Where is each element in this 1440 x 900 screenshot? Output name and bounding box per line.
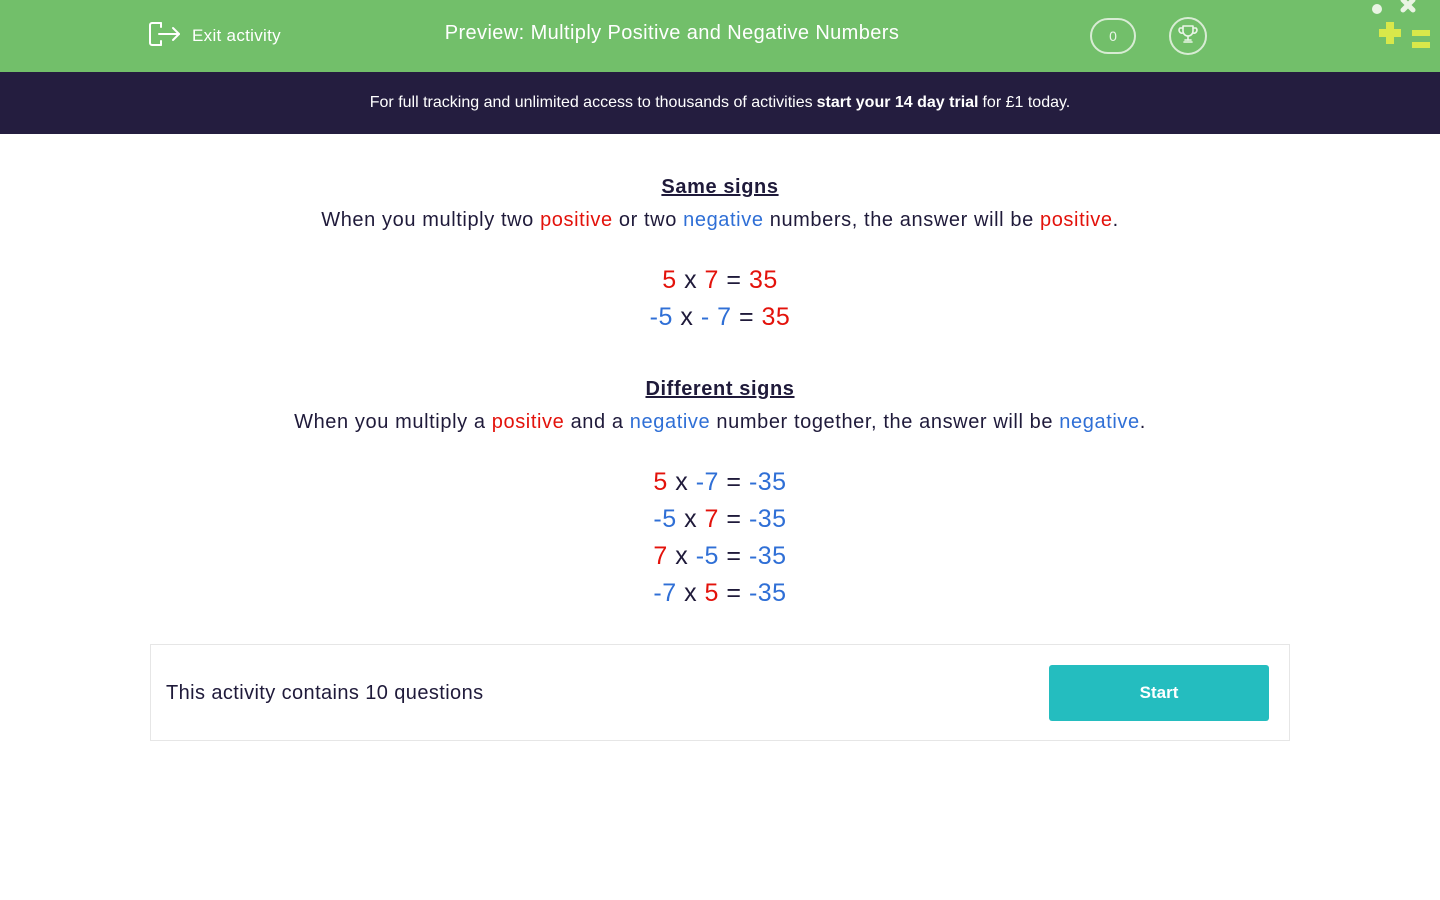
equation-result: 35 bbox=[761, 303, 791, 331]
positive-word: positive bbox=[1039, 209, 1113, 231]
equation-operand: 5 bbox=[653, 468, 668, 496]
equation-result: -35 bbox=[748, 505, 787, 533]
different-signs-equations bbox=[0, 464, 1440, 612]
equation-operand: -5 bbox=[653, 505, 677, 533]
equation-result: -35 bbox=[748, 468, 787, 496]
equation-result: -35 bbox=[748, 542, 787, 570]
equation-equals: = bbox=[738, 303, 755, 331]
negative-word: negative bbox=[1059, 411, 1140, 433]
top-bar bbox=[0, 0, 1440, 72]
equation-row bbox=[0, 299, 1440, 336]
same-signs-section bbox=[0, 176, 1440, 336]
equation-operand: 7 bbox=[653, 542, 668, 570]
start-button[interactable]: Start bbox=[1049, 665, 1269, 721]
promo-text-after: for £1 today. bbox=[982, 94, 1071, 111]
different-signs-heading: Different signs bbox=[645, 378, 795, 400]
trophy-button[interactable] bbox=[1169, 17, 1207, 55]
exit-activity-label: Exit activity bbox=[192, 26, 281, 45]
promo-text-before: For full tracking and unlimited access to thousands of activities bbox=[369, 94, 813, 111]
rule-text: When you multiply a bbox=[294, 411, 486, 433]
exit-icon bbox=[148, 19, 182, 54]
different-signs-rule bbox=[0, 411, 1440, 434]
equation-operand: -5 bbox=[695, 542, 719, 570]
equation-equals: = bbox=[726, 505, 742, 533]
page-title: Preview: Multiply Positive and Negative Numbers bbox=[444, 22, 900, 44]
trophy-icon bbox=[1176, 22, 1200, 51]
rule-period: . bbox=[1112, 209, 1119, 231]
negative-word: negative bbox=[683, 209, 764, 231]
same-signs-heading: Same signs bbox=[661, 176, 779, 198]
equation-row bbox=[0, 262, 1440, 299]
score-badge: 0 bbox=[1090, 18, 1136, 54]
rule-text: numbers, the answer will be bbox=[769, 209, 1034, 231]
equation-operator: x bbox=[680, 303, 694, 331]
equation-operand: -7 bbox=[695, 468, 719, 496]
trial-promo-banner bbox=[0, 72, 1440, 134]
question-count-text: This activity contains 10 questions bbox=[166, 682, 484, 704]
equation-operand: 7 bbox=[704, 266, 719, 294]
equation-operand: 5 bbox=[704, 579, 719, 607]
exit-activity-button[interactable] bbox=[148, 20, 281, 52]
equation-equals: = bbox=[726, 468, 742, 496]
rule-text: and a bbox=[570, 411, 624, 433]
equation-row bbox=[0, 538, 1440, 575]
equation-operator: x bbox=[684, 579, 698, 607]
equation-operator: x bbox=[684, 505, 698, 533]
lesson-content bbox=[0, 176, 1440, 612]
equation-equals: = bbox=[726, 542, 742, 570]
equation-operand: 5 bbox=[662, 266, 677, 294]
rule-text: or two bbox=[618, 209, 677, 231]
equation-operand: - 7 bbox=[700, 303, 732, 331]
positive-word: positive bbox=[540, 209, 613, 231]
equation-equals: = bbox=[726, 266, 742, 294]
positive-word: positive bbox=[491, 411, 565, 433]
different-signs-section bbox=[0, 378, 1440, 612]
equation-row bbox=[0, 501, 1440, 538]
activity-start-card bbox=[150, 644, 1290, 741]
rule-text: When you multiply two bbox=[321, 209, 534, 231]
equation-operand: -5 bbox=[649, 303, 673, 331]
equation-operand: -7 bbox=[653, 579, 677, 607]
equation-row bbox=[0, 464, 1440, 501]
same-signs-rule bbox=[0, 209, 1440, 232]
same-signs-equations bbox=[0, 262, 1440, 336]
equation-row bbox=[0, 575, 1440, 612]
equation-result: -35 bbox=[748, 579, 787, 607]
equation-operator: x bbox=[675, 468, 689, 496]
equation-operator: x bbox=[684, 266, 698, 294]
equation-operator: x bbox=[675, 542, 689, 570]
equation-result: 35 bbox=[748, 266, 778, 294]
rule-text: number together, the answer will be bbox=[716, 411, 1054, 433]
negative-word: negative bbox=[629, 411, 711, 433]
start-trial-link[interactable]: start your 14 day trial bbox=[816, 94, 979, 111]
rule-period: . bbox=[1139, 411, 1146, 433]
equation-operand: 7 bbox=[704, 505, 719, 533]
brand-logo bbox=[1366, 0, 1440, 56]
equation-equals: = bbox=[726, 579, 742, 607]
